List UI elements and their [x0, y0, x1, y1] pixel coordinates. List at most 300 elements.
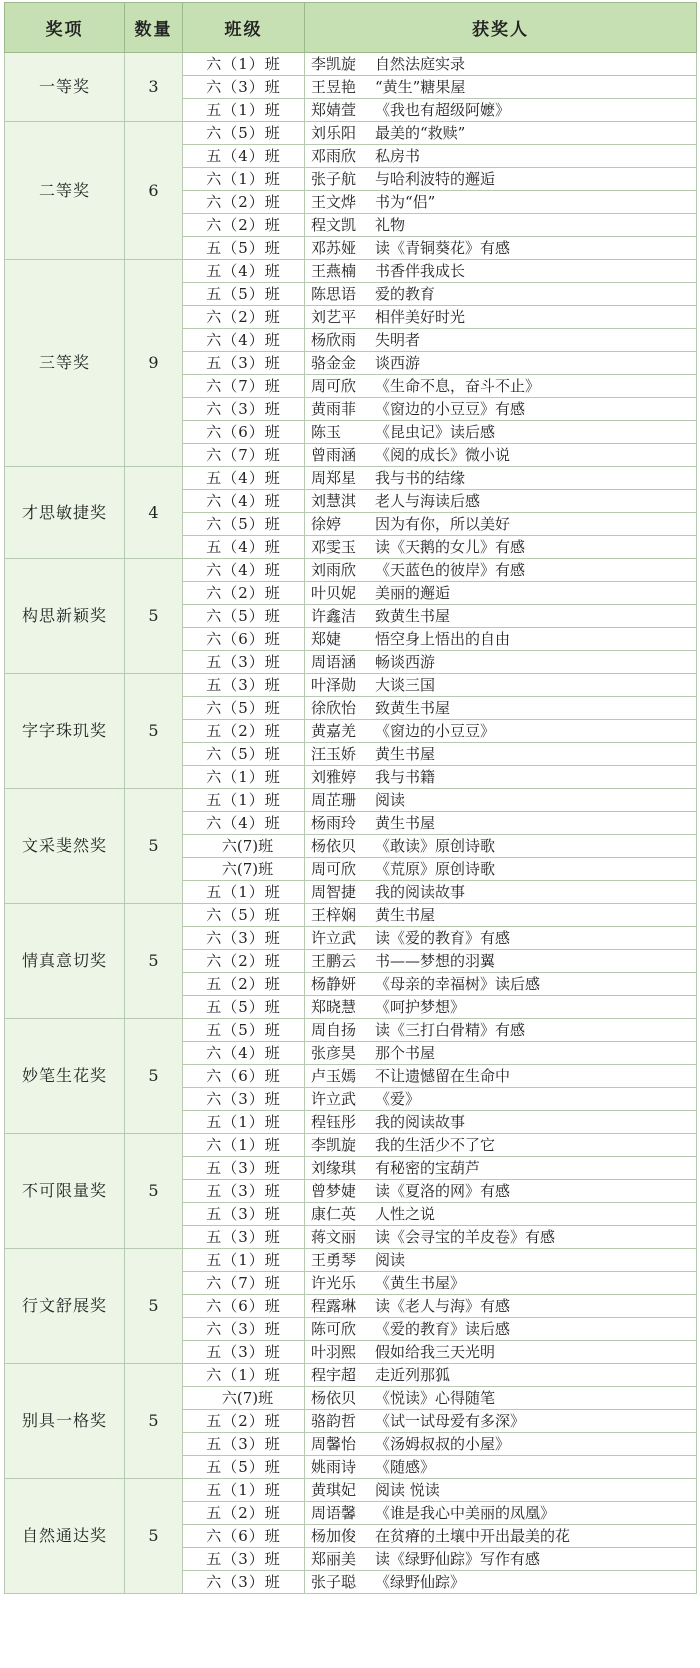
award-name-cell[interactable]: 二等奖 — [5, 122, 125, 260]
winner-name: 叶泽勋 — [311, 676, 357, 694]
award-name-cell[interactable]: 三等奖 — [5, 260, 125, 467]
class-cell[interactable]: 六（4）班 — [183, 559, 305, 582]
winner-name: 李凯旋 — [311, 55, 357, 73]
class-cell[interactable]: 六（7）班 — [183, 375, 305, 398]
work-title: 《试一试母爱有多深》 — [375, 1412, 526, 1430]
work-title: “黄生”糖果屋 — [375, 78, 466, 96]
table-row — [5, 467, 697, 490]
winner-name: 杨静妍 — [311, 975, 357, 993]
work-title: 假如给我三天光明 — [375, 1343, 496, 1361]
award-name-cell[interactable]: 情真意切奖 — [5, 904, 125, 1019]
winner-cell[interactable] — [305, 122, 697, 145]
work-title: 畅谈西游 — [375, 653, 436, 671]
work-title: 阅读 — [375, 791, 406, 809]
winner-name: 陈玉 — [311, 423, 342, 441]
class-cell[interactable]: 六（2）班 — [183, 306, 305, 329]
award-count-cell[interactable]: 5 — [125, 1019, 183, 1134]
winner-name: 陈思语 — [311, 285, 357, 303]
class-cell[interactable]: 五（3）班 — [183, 651, 305, 674]
class-cell[interactable]: 五（1）班 — [183, 1479, 305, 1502]
winner-name: 骆韵哲 — [311, 1412, 357, 1430]
winner-cell[interactable] — [305, 283, 697, 306]
winner-name: 刘慧淇 — [311, 492, 357, 510]
class-cell[interactable]: 五（1）班 — [183, 99, 305, 122]
work-title: 《绿野仙踪》 — [375, 1573, 466, 1591]
class-cell[interactable]: 六（6）班 — [183, 1525, 305, 1548]
award-count-cell[interactable]: 5 — [125, 674, 183, 789]
class-cell[interactable]: 五（3）班 — [183, 1548, 305, 1571]
winner-name: 姚雨诗 — [311, 1458, 357, 1476]
winner-name: 周语涵 — [311, 653, 357, 671]
work-title: 读《天鹅的女儿》有感 — [375, 538, 526, 556]
winner-name: 曾雨涵 — [311, 446, 357, 464]
award-name-cell[interactable]: 妙笔生花奖 — [5, 1019, 125, 1134]
work-title: 读《老人与海》有感 — [375, 1297, 511, 1315]
winner-cell[interactable] — [305, 145, 697, 168]
award-count-cell[interactable]: 5 — [125, 1134, 183, 1249]
class-cell[interactable]: 六（1）班 — [183, 168, 305, 191]
class-cell[interactable]: 六（3）班 — [183, 398, 305, 421]
winner-cell[interactable] — [305, 306, 697, 329]
class-cell[interactable]: 六（7）班 — [183, 1272, 305, 1295]
winner-name: 徐婷 — [311, 515, 342, 533]
winner-cell[interactable] — [305, 789, 697, 812]
work-title: 失明者 — [375, 331, 421, 349]
winner-name: 程钰彤 — [311, 1113, 357, 1131]
work-title: 有秘密的宝葫芦 — [375, 1159, 481, 1177]
winner-cell[interactable] — [305, 582, 697, 605]
table-row — [5, 559, 697, 582]
class-cell[interactable]: 五（2）班 — [183, 1502, 305, 1525]
work-title: 《母亲的幸福树》读后感 — [375, 975, 541, 993]
winner-cell[interactable] — [305, 260, 697, 283]
winner-name: 刘艺平 — [311, 308, 357, 326]
winner-name: 许光乐 — [311, 1274, 357, 1292]
winner-cell[interactable] — [305, 1134, 697, 1157]
award-count-cell[interactable]: 4 — [125, 467, 183, 559]
work-title: 阅读 — [375, 1251, 406, 1269]
class-cell[interactable]: 六（5）班 — [183, 513, 305, 536]
winner-cell[interactable] — [305, 835, 697, 858]
class-cell[interactable]: 五（3）班 — [183, 1341, 305, 1364]
winner-cell[interactable] — [305, 927, 697, 950]
work-title: 黄生书屋 — [375, 814, 436, 832]
class-cell[interactable]: 六（1）班 — [183, 766, 305, 789]
class-cell[interactable]: 五（3）班 — [183, 1180, 305, 1203]
class-cell[interactable]: 六（1）班 — [183, 1134, 305, 1157]
winner-cell[interactable] — [305, 168, 697, 191]
winner-cell[interactable] — [305, 674, 697, 697]
table-row — [5, 674, 697, 697]
winner-name: 王昱艳 — [311, 78, 357, 96]
table-row — [5, 789, 697, 812]
winner-cell[interactable] — [305, 352, 697, 375]
winner-cell[interactable] — [305, 697, 697, 720]
class-cell[interactable]: 六(7)班 — [183, 835, 305, 858]
class-cell[interactable]: 六（4）班 — [183, 812, 305, 835]
winner-cell[interactable] — [305, 996, 697, 1019]
award-count-cell[interactable]: 5 — [125, 1364, 183, 1479]
class-cell[interactable]: 五（4）班 — [183, 536, 305, 559]
class-cell[interactable]: 六（3）班 — [183, 1088, 305, 1111]
work-title: 走近列那狐 — [375, 1366, 451, 1384]
winner-name: 杨雨玲 — [311, 814, 357, 832]
work-title: 《窗边的小豆豆》有感 — [375, 400, 526, 418]
work-title: 《随感》 — [375, 1458, 436, 1476]
award-name-cell[interactable]: 不可限量奖 — [5, 1134, 125, 1249]
winner-name: 叶羽熙 — [311, 1343, 357, 1361]
winner-cell[interactable] — [305, 1433, 697, 1456]
work-title: 阅读 悦读 — [375, 1481, 440, 1499]
winner-name: 李凯旋 — [311, 1136, 357, 1154]
winner-cell[interactable] — [305, 1387, 697, 1410]
award-count-cell[interactable]: 5 — [125, 1249, 183, 1364]
award-count-cell[interactable]: 6 — [125, 122, 183, 260]
winner-cell[interactable] — [305, 1318, 697, 1341]
winner-name: 周语馨 — [311, 1504, 357, 1522]
class-cell[interactable]: 六（4）班 — [183, 329, 305, 352]
class-cell[interactable]: 六（6）班 — [183, 628, 305, 651]
winner-name: 程露琳 — [311, 1297, 357, 1315]
work-title: 悟空身上悟出的自由 — [375, 630, 511, 648]
winner-name: 周可欣 — [311, 377, 357, 395]
winner-cell[interactable] — [305, 1295, 697, 1318]
winner-cell[interactable] — [305, 1019, 697, 1042]
winner-cell[interactable] — [305, 53, 697, 76]
work-title: 书——梦想的羽翼 — [375, 952, 496, 970]
header-row — [5, 3, 697, 53]
class-cell[interactable]: 六（4）班 — [183, 490, 305, 513]
class-cell[interactable]: 五（4）班 — [183, 260, 305, 283]
table-row — [5, 1249, 697, 1272]
winner-cell[interactable] — [305, 881, 697, 904]
winner-cell[interactable] — [305, 766, 697, 789]
winner-cell[interactable] — [305, 76, 697, 99]
table-row — [5, 122, 697, 145]
class-cell[interactable]: 五（5）班 — [183, 283, 305, 306]
work-title: 那个书屋 — [375, 1044, 436, 1062]
winner-cell[interactable] — [305, 559, 697, 582]
class-cell[interactable]: 六（6）班 — [183, 1295, 305, 1318]
winner-name: 骆金金 — [311, 354, 357, 372]
work-title: 《阅的成长》微小说 — [375, 446, 511, 464]
work-title: 书香伴我成长 — [375, 262, 466, 280]
winner-cell[interactable] — [305, 490, 697, 513]
work-title: 《爱的教育》读后感 — [375, 1320, 511, 1338]
winner-name: 汪玉娇 — [311, 745, 357, 763]
winner-cell[interactable] — [305, 237, 697, 260]
work-title: 致黄生书屋 — [375, 699, 451, 717]
award-count-cell[interactable]: 5 — [125, 559, 183, 674]
work-title: 我的生活少不了它 — [375, 1136, 496, 1154]
winner-cell[interactable] — [305, 1410, 697, 1433]
winner-name: 康仁英 — [311, 1205, 357, 1223]
winner-name: 郑婕 — [311, 630, 342, 648]
class-cell[interactable]: 六（2）班 — [183, 191, 305, 214]
class-cell[interactable]: 六（3）班 — [183, 1318, 305, 1341]
work-title: 《生命不息，奋斗不止》 — [375, 377, 541, 395]
winner-cell[interactable] — [305, 1456, 697, 1479]
award-name-cell[interactable]: 构思新颖奖 — [5, 559, 125, 674]
winner-name: 张子聪 — [311, 1573, 357, 1591]
work-title: 读《青铜葵花》有感 — [375, 239, 511, 257]
class-cell[interactable]: 五（3）班 — [183, 1226, 305, 1249]
winner-cell[interactable] — [305, 398, 697, 421]
header-count: 数量 — [125, 3, 183, 53]
winner-cell[interactable] — [305, 812, 697, 835]
winner-name: 曾梦婕 — [311, 1182, 357, 1200]
class-cell[interactable]: 五（3）班 — [183, 1433, 305, 1456]
award-count-cell[interactable]: 5 — [125, 789, 183, 904]
class-cell[interactable]: 五（2）班 — [183, 973, 305, 996]
class-cell[interactable]: 五（3）班 — [183, 1157, 305, 1180]
winner-name: 周馨怡 — [311, 1435, 357, 1453]
work-title: 《爱》 — [375, 1090, 421, 1108]
work-title: 《敢读》原创诗歌 — [375, 837, 496, 855]
winner-cell[interactable] — [305, 1157, 697, 1180]
work-title: 《我也有超级阿嬷》 — [375, 101, 511, 119]
winner-name: 郑丽美 — [311, 1550, 357, 1568]
class-cell[interactable]: 五（1）班 — [183, 1249, 305, 1272]
winner-name: 周可欣 — [311, 860, 357, 878]
winner-name: 许立武 — [311, 929, 357, 947]
winner-cell[interactable] — [305, 1571, 697, 1594]
work-title: 致黄生书屋 — [375, 607, 451, 625]
class-cell[interactable]: 五（5）班 — [183, 237, 305, 260]
winner-name: 杨依贝 — [311, 1389, 357, 1407]
winner-cell[interactable] — [305, 1341, 697, 1364]
table-row — [5, 260, 697, 283]
work-title: 读《爱的教育》有感 — [375, 929, 511, 947]
class-cell[interactable]: 五（4）班 — [183, 467, 305, 490]
work-title: 爱的教育 — [375, 285, 436, 303]
work-title: 读《绿野仙踪》写作有感 — [375, 1550, 541, 1568]
winner-cell[interactable] — [305, 1088, 697, 1111]
winner-name: 张子航 — [311, 170, 357, 188]
winner-name: 郑婧萱 — [311, 101, 357, 119]
table-row — [5, 1134, 697, 1157]
work-title: 因为有你，所以美好 — [375, 515, 511, 533]
header-award: 奖项 — [5, 3, 125, 53]
work-title: 《呵护梦想》 — [375, 998, 466, 1016]
work-title: 《汤姆叔叔的小屋》 — [375, 1435, 511, 1453]
award-name-cell[interactable]: 字字珠玑奖 — [5, 674, 125, 789]
winner-name: 杨依贝 — [311, 837, 357, 855]
winner-cell[interactable] — [305, 467, 697, 490]
work-title: 《黄生书屋》 — [375, 1274, 466, 1292]
class-cell[interactable]: 六（5）班 — [183, 122, 305, 145]
work-title: 我与书籍 — [375, 768, 436, 786]
award-count-cell[interactable]: 3 — [125, 53, 183, 122]
work-title: 《谁是我心中美丽的凤凰》 — [375, 1504, 556, 1522]
winner-cell[interactable] — [305, 375, 697, 398]
class-cell[interactable]: 五（1）班 — [183, 789, 305, 812]
winner-name: 杨欣雨 — [311, 331, 357, 349]
work-title: 《昆虫记》读后感 — [375, 423, 496, 441]
winner-name: 许立武 — [311, 1090, 357, 1108]
winner-cell[interactable] — [305, 214, 697, 237]
winner-name: 叶贝妮 — [311, 584, 357, 602]
class-cell[interactable]: 五（5）班 — [183, 996, 305, 1019]
winner-cell[interactable] — [305, 743, 697, 766]
award-table-body — [5, 53, 697, 1594]
class-cell[interactable]: 六（3）班 — [183, 76, 305, 99]
class-cell[interactable]: 六（5）班 — [183, 605, 305, 628]
class-cell[interactable]: 五（4）班 — [183, 145, 305, 168]
award-name-cell[interactable]: 文采斐然奖 — [5, 789, 125, 904]
work-title: 在贫瘠的土壤中开出最美的花 — [375, 1527, 571, 1545]
header-class: 班级 — [183, 3, 305, 53]
class-cell[interactable]: 六（6）班 — [183, 421, 305, 444]
winner-cell[interactable] — [305, 1203, 697, 1226]
class-cell[interactable]: 五（5）班 — [183, 1456, 305, 1479]
class-cell[interactable]: 五（3）班 — [183, 1203, 305, 1226]
winner-name: 周自扬 — [311, 1021, 357, 1039]
winner-cell[interactable] — [305, 1065, 697, 1088]
winner-name: 黄雨菲 — [311, 400, 357, 418]
award-name-cell[interactable]: 一等奖 — [5, 53, 125, 122]
winner-cell[interactable] — [305, 421, 697, 444]
class-cell[interactable]: 六（1）班 — [183, 1364, 305, 1387]
winner-cell[interactable] — [305, 99, 697, 122]
work-title: 《天蓝色的彼岸》有感 — [375, 561, 526, 579]
award-count-cell[interactable]: 5 — [125, 1479, 183, 1594]
class-cell[interactable]: 五（2）班 — [183, 1410, 305, 1433]
work-title: 我与书的结缘 — [375, 469, 466, 487]
winner-cell[interactable] — [305, 720, 697, 743]
winner-cell[interactable] — [305, 444, 697, 467]
winner-name: 黄嘉羌 — [311, 722, 357, 740]
winner-cell[interactable] — [305, 950, 697, 973]
winner-name: 周芷珊 — [311, 791, 357, 809]
award-count-cell[interactable]: 9 — [125, 260, 183, 467]
work-title: 与哈利波特的邂逅 — [375, 170, 496, 188]
class-cell[interactable]: 六（3）班 — [183, 927, 305, 950]
class-cell[interactable]: 六(7)班 — [183, 1387, 305, 1410]
award-name-cell[interactable]: 自然通达奖 — [5, 1479, 125, 1594]
class-cell[interactable]: 六（4）班 — [183, 1042, 305, 1065]
winner-cell[interactable] — [305, 1249, 697, 1272]
winner-name: 程宇超 — [311, 1366, 357, 1384]
header-winner: 获奖人 — [305, 3, 697, 53]
work-title: 人性之说 — [375, 1205, 436, 1223]
winner-name: 王梓娴 — [311, 906, 357, 924]
winner-name: 刘雅婷 — [311, 768, 357, 786]
class-cell[interactable]: 六（7）班 — [183, 444, 305, 467]
winner-cell[interactable] — [305, 1111, 697, 1134]
winner-name: 杨加俊 — [311, 1527, 357, 1545]
award-name-cell[interactable]: 别具一格奖 — [5, 1364, 125, 1479]
class-cell[interactable]: 五（5）班 — [183, 1019, 305, 1042]
work-title: 相伴美好时光 — [375, 308, 466, 326]
winner-cell[interactable] — [305, 1180, 697, 1203]
award-name-cell[interactable]: 才思敏捷奖 — [5, 467, 125, 559]
class-cell[interactable]: 五（1）班 — [183, 881, 305, 904]
table-row — [5, 53, 697, 76]
class-cell[interactable]: 五（1）班 — [183, 1111, 305, 1134]
work-title: 谈西游 — [375, 354, 421, 372]
class-cell[interactable]: 六（6）班 — [183, 1065, 305, 1088]
work-title: 自然法庭实录 — [375, 55, 466, 73]
winner-name: 周郑星 — [311, 469, 357, 487]
winner-cell[interactable] — [305, 1479, 697, 1502]
work-title: 老人与海读后感 — [375, 492, 481, 510]
work-title: 美丽的邂逅 — [375, 584, 451, 602]
winner-name: 刘缘琪 — [311, 1159, 357, 1177]
class-cell[interactable]: 五（3）班 — [183, 352, 305, 375]
winner-name: 周智捷 — [311, 883, 357, 901]
winner-name: 王鹏云 — [311, 952, 357, 970]
winner-cell[interactable] — [305, 904, 697, 927]
class-cell[interactable]: 六（2）班 — [183, 582, 305, 605]
winner-name: 郑晓慧 — [311, 998, 357, 1016]
winner-cell[interactable] — [305, 1042, 697, 1065]
winner-name: 刘乐阳 — [311, 124, 357, 142]
work-title: 书为“侣” — [375, 193, 436, 211]
work-title: 私房书 — [375, 147, 421, 165]
winner-name: 刘雨欣 — [311, 561, 357, 579]
work-title: 最美的“救赎” — [375, 124, 466, 142]
winner-cell[interactable] — [305, 1525, 697, 1548]
work-title: 读《三打白骨精》有感 — [375, 1021, 526, 1039]
class-cell[interactable]: 六（5）班 — [183, 743, 305, 766]
work-title: 大谈三国 — [375, 676, 436, 694]
winner-cell[interactable] — [305, 1502, 697, 1525]
class-cell[interactable]: 六（5）班 — [183, 697, 305, 720]
award-count-cell[interactable]: 5 — [125, 904, 183, 1019]
winner-cell[interactable] — [305, 605, 697, 628]
class-cell[interactable]: 六（2）班 — [183, 950, 305, 973]
winner-name: 程文凯 — [311, 216, 357, 234]
work-title: 我的阅读故事 — [375, 883, 466, 901]
winner-name: 王勇琴 — [311, 1251, 357, 1269]
winner-name: 黄琪妃 — [311, 1481, 357, 1499]
winner-name: 蒋文丽 — [311, 1228, 357, 1246]
work-title: 礼物 — [375, 216, 406, 234]
award-name-cell[interactable]: 行文舒展奖 — [5, 1249, 125, 1364]
winner-cell[interactable] — [305, 1272, 697, 1295]
winner-cell[interactable] — [305, 1226, 697, 1249]
winner-cell[interactable] — [305, 628, 697, 651]
work-title: 黄生书屋 — [375, 745, 436, 763]
winner-cell[interactable] — [305, 1364, 697, 1387]
work-title: 《荒原》原创诗歌 — [375, 860, 496, 878]
winner-cell[interactable] — [305, 973, 697, 996]
work-title: 读《夏洛的网》有感 — [375, 1182, 511, 1200]
winner-cell[interactable] — [305, 1548, 697, 1571]
winner-name: 卢玉嫣 — [311, 1067, 357, 1085]
winner-cell[interactable] — [305, 513, 697, 536]
class-cell[interactable]: 六(7)班 — [183, 858, 305, 881]
winner-name: 张彦昊 — [311, 1044, 357, 1062]
table-row — [5, 1019, 697, 1042]
winner-cell[interactable] — [305, 858, 697, 881]
winner-cell[interactable] — [305, 329, 697, 352]
work-title: 我的阅读故事 — [375, 1113, 466, 1131]
class-cell[interactable]: 六（2）班 — [183, 214, 305, 237]
winner-cell[interactable] — [305, 536, 697, 559]
winner-name: 王燕楠 — [311, 262, 357, 280]
class-cell[interactable]: 六（5）班 — [183, 904, 305, 927]
winner-cell[interactable] — [305, 651, 697, 674]
class-cell[interactable]: 六（3）班 — [183, 1571, 305, 1594]
winner-cell[interactable] — [305, 191, 697, 214]
class-cell[interactable]: 六（1）班 — [183, 53, 305, 76]
class-cell[interactable]: 五（3）班 — [183, 674, 305, 697]
winner-name: 邓雨欣 — [311, 147, 357, 165]
table-row — [5, 904, 697, 927]
class-cell[interactable]: 五（2）班 — [183, 720, 305, 743]
